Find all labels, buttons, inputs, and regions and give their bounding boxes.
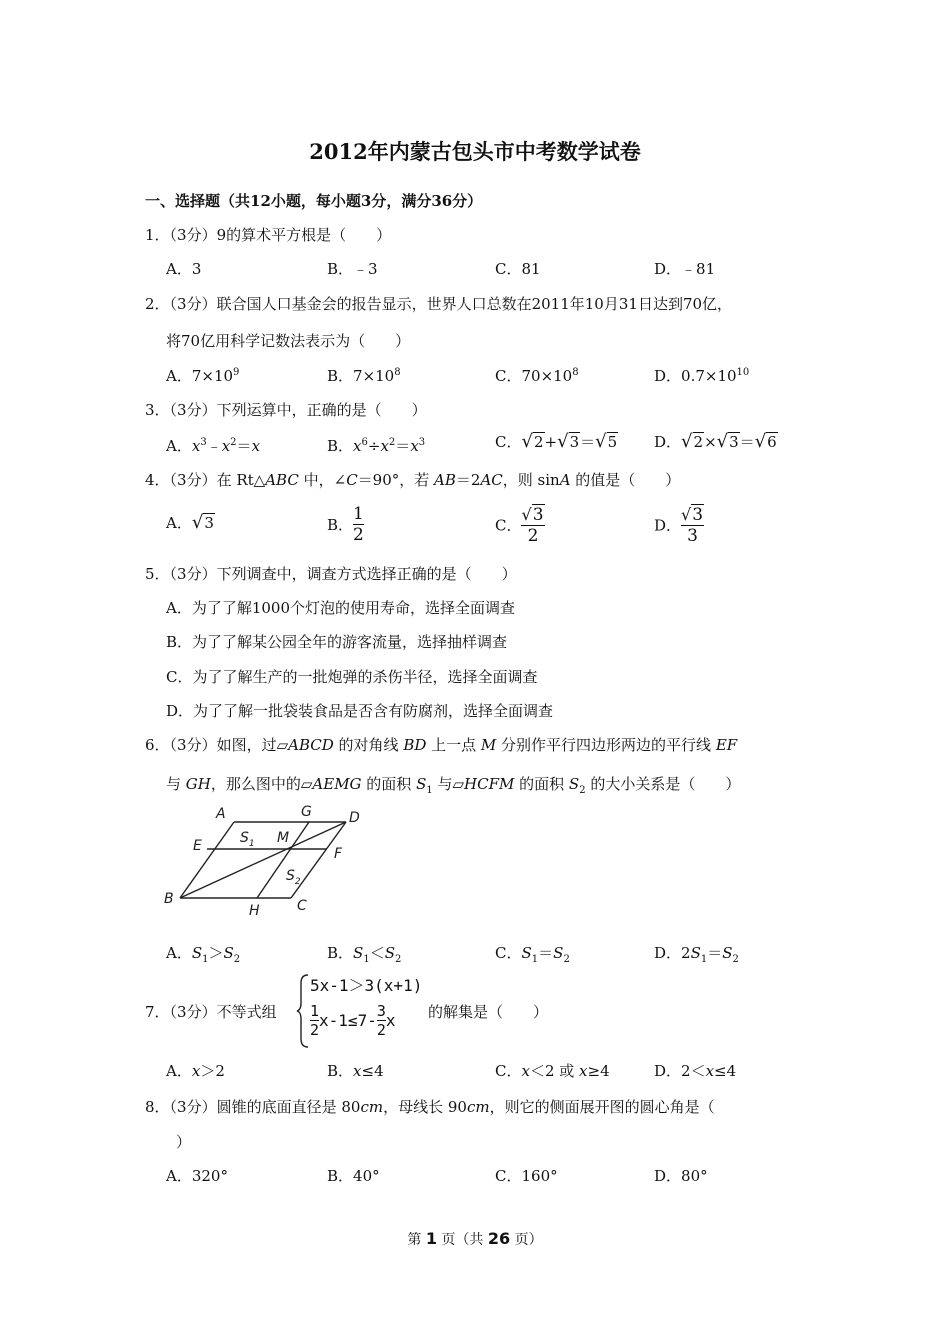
edge-ab xyxy=(180,822,234,898)
q8-option-d[interactable]: D．80° xyxy=(654,1167,708,1185)
label-e: E xyxy=(193,838,202,854)
label-a: A xyxy=(216,806,226,822)
question-8-stem: 8．（3分）圆锥的底面直径是 80cm，母线长 90cm，则它的侧面展开图的圆心角是（ xyxy=(145,1098,715,1116)
q2-option-b[interactable]: B．$7\times 10^8$ xyxy=(327,367,401,385)
q5-option-c[interactable]: C．为了了解生产的一批炮弹的杀伤半径，选择全面调查 xyxy=(166,668,538,686)
question-1-stem: 1．（3分）9的算术平方根是（ ） xyxy=(145,226,392,244)
q1-option-b[interactable]: B．﹣3 xyxy=(327,260,378,278)
q8-option-b[interactable]: B．40° xyxy=(327,1167,380,1185)
q4-option-b[interactable]: B． $\frac{1}{2}$ xyxy=(327,504,364,545)
q5-option-a[interactable]: A．为了了解1000个灯泡的使用寿命，选择全面调查 xyxy=(166,599,516,617)
q7-option-b[interactable]: B．x≤4 xyxy=(327,1062,384,1080)
q6-option-c[interactable]: C．$S_1=S_2$ xyxy=(495,944,570,965)
label-f: F xyxy=(334,846,343,862)
q7-option-c[interactable]: C．x＜2 或 x≥4 xyxy=(495,1062,610,1080)
q6-option-d[interactable]: D．$2S_1=S_2$ xyxy=(654,944,739,965)
q2-option-a[interactable]: A．$7\times 10^9$ xyxy=(166,367,240,385)
brace-icon xyxy=(296,973,310,1049)
question-3-stem: 3．（3分）下列运算中，正确的是（ ） xyxy=(145,401,427,419)
q8-option-a[interactable]: A．320° xyxy=(166,1167,228,1185)
label-c: C xyxy=(297,898,307,914)
q2-option-d[interactable]: D．$0.7\times 10^{10}$ xyxy=(654,367,750,385)
q8-option-c[interactable]: C．160° xyxy=(495,1167,558,1185)
q6-option-a[interactable]: A．$S_1>S_2$ xyxy=(166,944,241,965)
page-number: 1 xyxy=(425,1229,437,1248)
question-2-stem-cont: 将70亿用科学记数法表示为（ ） xyxy=(166,332,411,350)
question-7-stem: 7．（3分）不等式组 xyxy=(145,1003,277,1021)
label-h: H xyxy=(249,903,260,919)
q5-option-d[interactable]: D．为了了解一批袋装食品是否含有防腐剂，选择全面调查 xyxy=(166,702,554,720)
q7-option-a[interactable]: A．x＞2 xyxy=(166,1062,225,1080)
label-s1: $S_1$ xyxy=(240,830,255,849)
q4-option-c[interactable]: C． $\frac{√3}{2}$ xyxy=(495,505,544,546)
question-2-stem: 2．（3分）联合国人口基金会的报告显示，世界人口总数在2011年10月31日达到70亿， xyxy=(145,295,733,313)
question-4-stem: 4．（3分）在 Rt△ABC 中，∠C＝90°，若 AB＝2AC，则 sinA 的值是（ ） xyxy=(145,471,681,489)
question-5-stem: 5．（3分）下列调查中，调查方式选择正确的是（ ） xyxy=(145,565,517,583)
q3-option-a[interactable]: A．$x^3﹣x^2=x$ xyxy=(166,437,261,455)
q1-option-d[interactable]: D．﹣81 xyxy=(654,260,716,278)
question-7-stem-end: 的解集是（ ） xyxy=(428,1003,549,1021)
inequality-line-1: 5x-1＞3(x+1) xyxy=(310,976,423,995)
question-6-stem-cont: 与 GH，那么图中的▱AEMG 的面积 $S_1$ 与▱HCFM 的面积 $S_2$ 的大小关系是（ ） xyxy=(166,775,741,796)
question-6-stem: 6．（3分）如图，过▱ABCD 的对角线 BD 上一点 M 分别作平行四边形两边的平行线 EF xyxy=(145,736,738,754)
q1-option-a[interactable]: A．3 xyxy=(166,260,202,278)
q1-option-c[interactable]: C．81 xyxy=(495,260,541,278)
label-s2: $S_2$ xyxy=(286,868,301,887)
q3-option-b[interactable]: B．$x^6\div x^2=x^3$ xyxy=(327,437,426,455)
page-total: 26 xyxy=(487,1229,511,1248)
q3-option-d[interactable]: D．√2×√3＝√6 xyxy=(654,431,777,452)
label-g: G xyxy=(301,804,312,820)
page-title: 2012年内蒙古包头市中考数学试卷 xyxy=(309,139,641,164)
label-m: M xyxy=(277,830,290,846)
q7-option-d[interactable]: D．2＜x≤4 xyxy=(654,1062,737,1080)
page-footer: 第 1 页（共 26 页） xyxy=(407,1229,543,1248)
label-d: D xyxy=(349,810,360,826)
q2-option-c[interactable]: C．$70\times 10^8$ xyxy=(495,367,579,385)
q4-option-d[interactable]: D． $\frac{√3}{3}$ xyxy=(654,505,704,546)
q3-option-c[interactable]: C．√2+√3＝√5 xyxy=(495,431,618,452)
q5-option-b[interactable]: B．为了了解某公园全年的游客流量，选择抽样调查 xyxy=(166,633,508,651)
inequality-line-2: $\frac{1}{2}$ x-1≤7- $\frac{3}{2}$ x xyxy=(310,1002,396,1039)
section-heading: 一、选择题（共12小题，每小题3分，满分36分） xyxy=(145,192,483,210)
diagonal-bd xyxy=(180,822,346,898)
question-8-stem-cont: ） xyxy=(176,1133,192,1151)
label-b: B xyxy=(164,891,174,907)
parallelogram-figure xyxy=(160,800,370,922)
q6-option-b[interactable]: B．$S_1<S_2$ xyxy=(327,944,402,965)
q4-option-a[interactable]: A．√3 xyxy=(166,512,214,533)
